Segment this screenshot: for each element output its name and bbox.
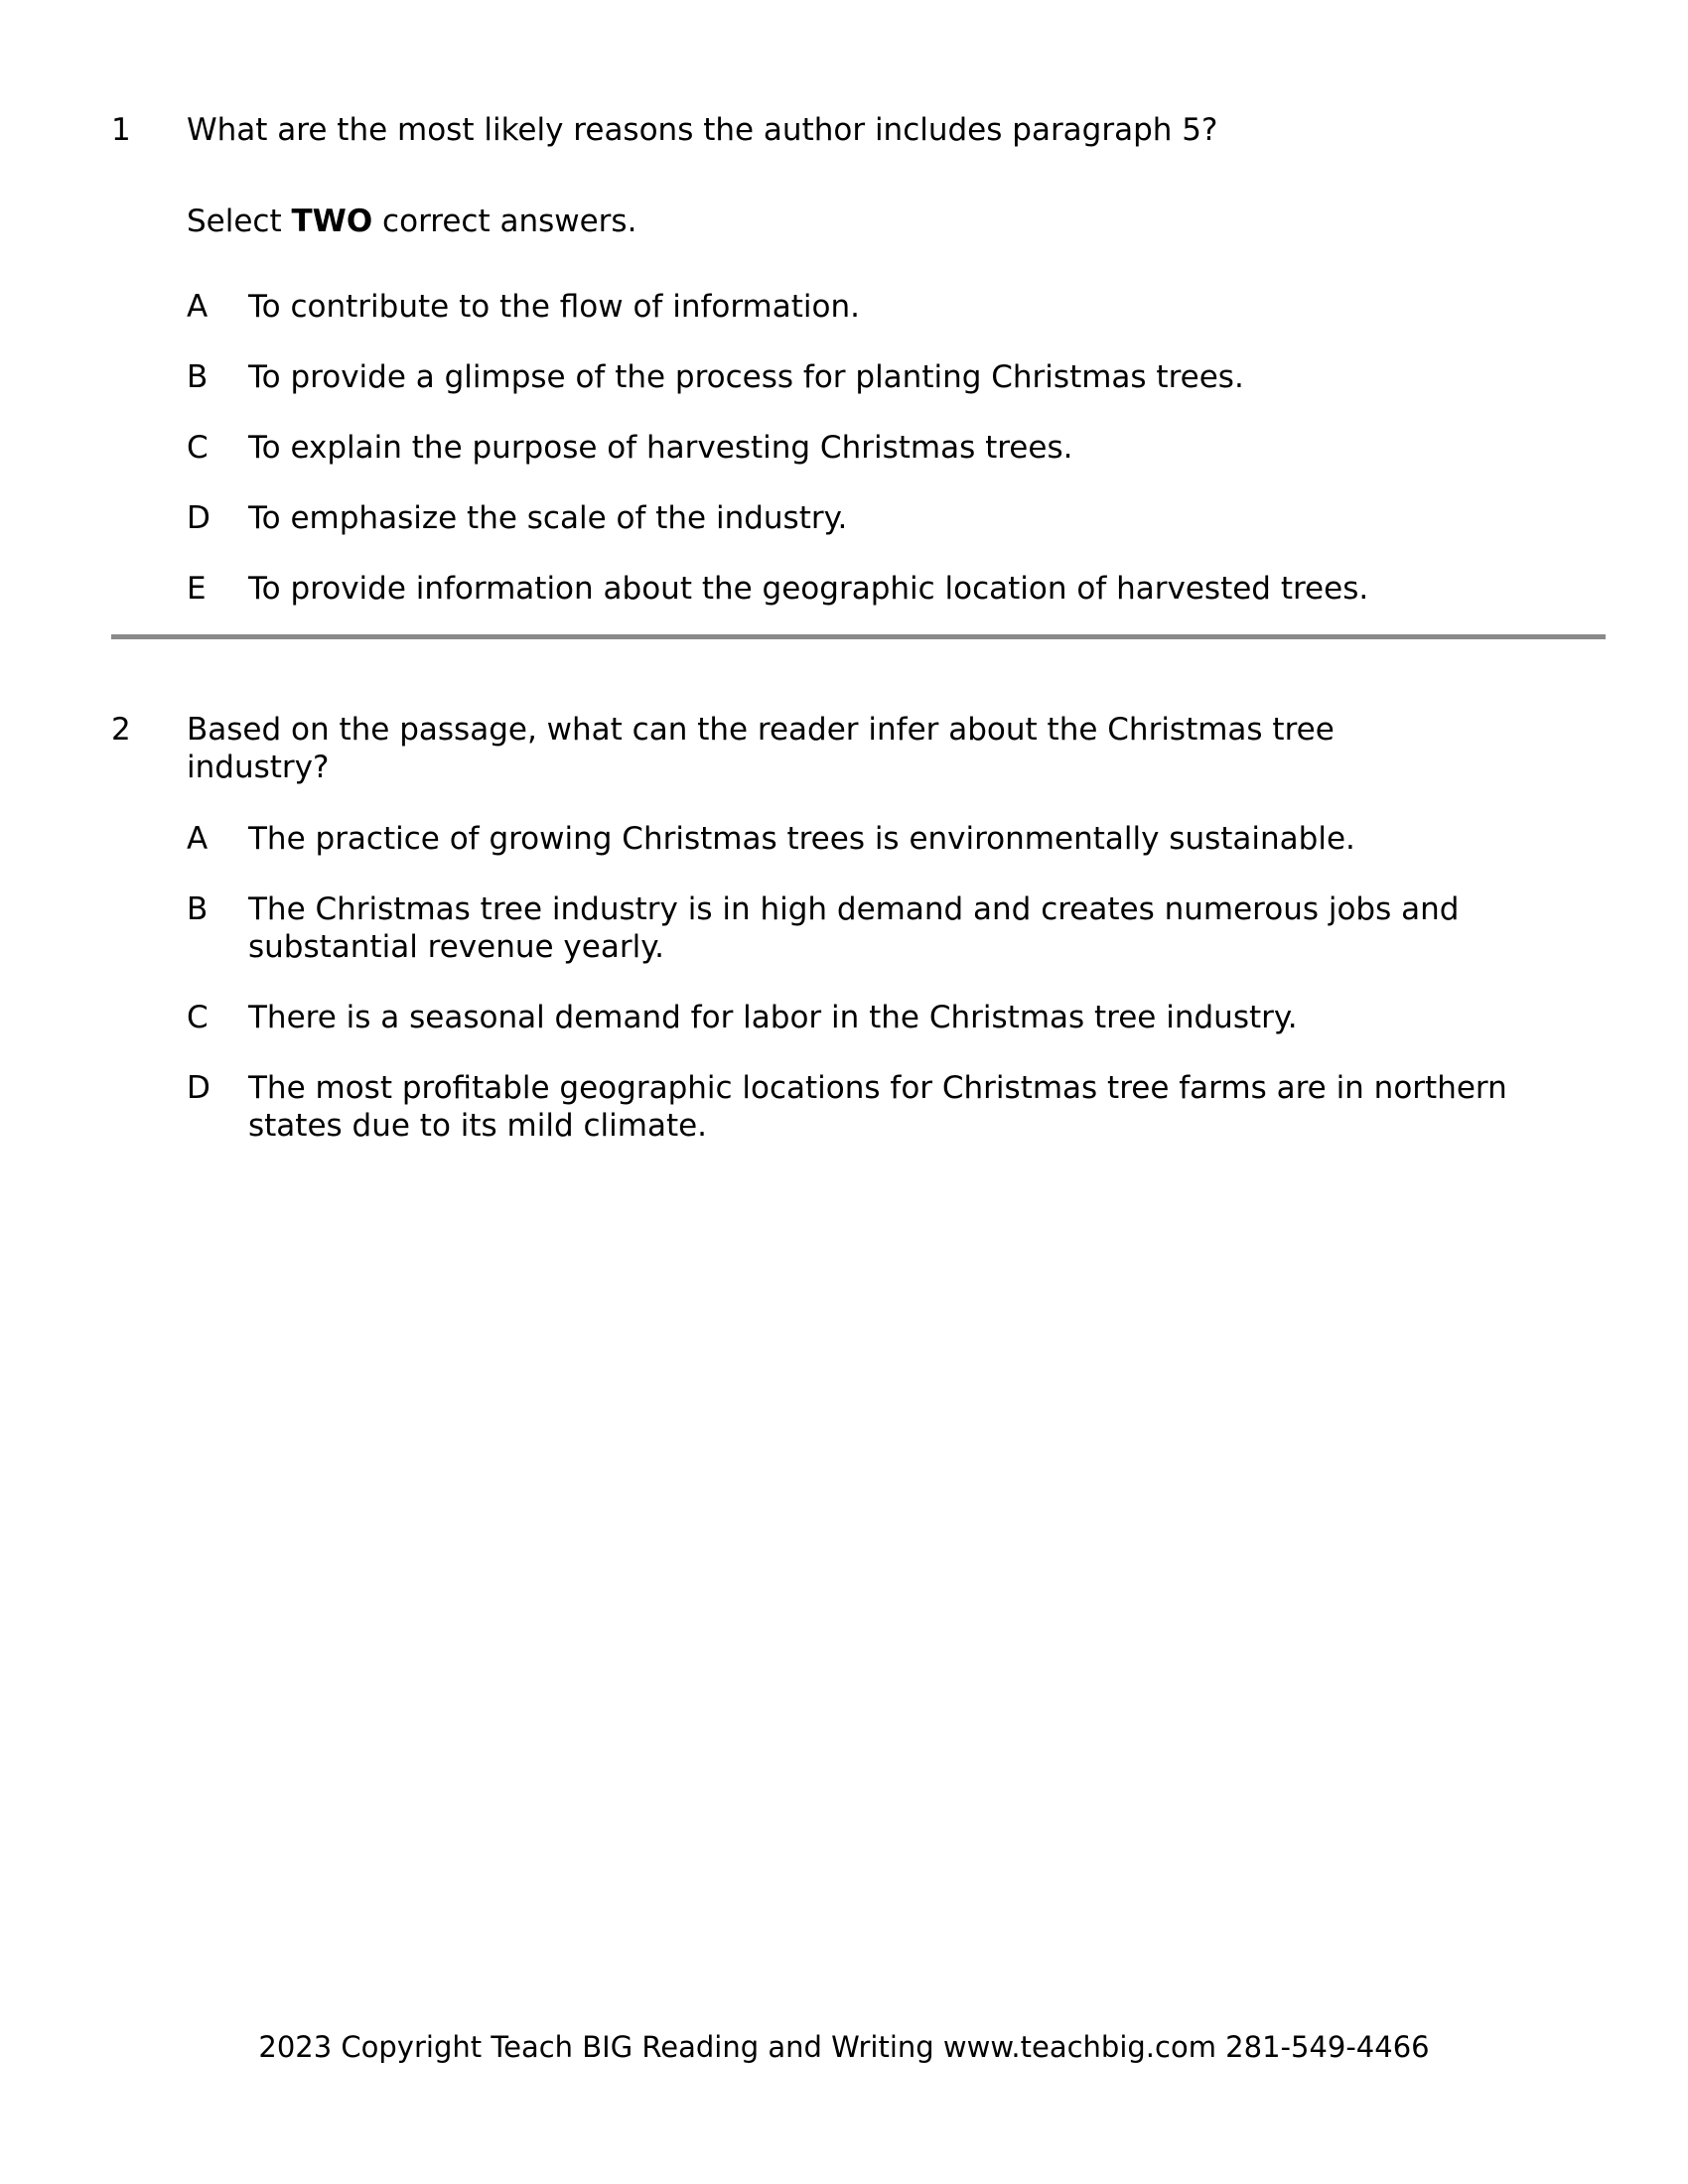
section-divider [111, 634, 1606, 639]
option-text: To provide a glimpse of the process for planting Christmas trees. [248, 359, 1244, 395]
question-1-option-c [187, 429, 1606, 467]
option-text: To emphasize the scale of the industry. [248, 500, 848, 536]
question-1-option-b [187, 358, 1606, 396]
option-text: To explain the purpose of harvesting Christmas trees. [248, 430, 1073, 466]
option-text: There is a seasonal demand for labor in the Christmas tree industry. [248, 1000, 1298, 1035]
question-1 [111, 111, 1606, 608]
option-letter: C [187, 1000, 209, 1035]
option-letter: C [187, 430, 209, 466]
option-letter: A [187, 821, 209, 857]
question-2-option-a [187, 820, 1606, 858]
question-1-prompt: What are the most likely reasons the author includes paragraph 5? [187, 112, 1218, 148]
page-content [111, 111, 1606, 1145]
question-2-option-b [187, 890, 1606, 966]
option-text: The most profitable geographic locations for Christmas tree farms are in northern states due to its mild climate. [248, 1070, 1507, 1144]
option-text: The Christmas tree industry is in high demand and creates numerous jobs and substantial revenue yearly. [248, 891, 1460, 965]
option-letter: E [187, 571, 207, 607]
question-1-number: 1 [111, 112, 131, 148]
option-letter: D [187, 500, 211, 536]
question-2-option-c [187, 999, 1606, 1036]
question-1-option-e [187, 570, 1606, 608]
question-2-number: 2 [111, 712, 131, 748]
question-2 [111, 711, 1606, 1145]
instruction-bold-two: TWO [291, 204, 373, 239]
question-2-prompt: Based on the passage, what can the reader infer about the Christmas tree industry? [187, 712, 1335, 785]
option-letter: A [187, 289, 209, 325]
instruction-suffix: correct answers. [372, 204, 637, 239]
question-1-option-d [187, 499, 1606, 537]
footer-copyright: 2023 Copyright Teach BIG Reading and Writing www.teachbig.com 281-549-4466 [258, 2030, 1430, 2064]
option-letter: D [187, 1070, 211, 1106]
question-2-body [187, 711, 1606, 1145]
instruction-prefix: Select [187, 204, 292, 239]
question-2-option-d [187, 1069, 1606, 1145]
option-text: The practice of growing Christmas trees is environmentally sustainable. [248, 821, 1355, 857]
option-letter: B [187, 359, 209, 395]
option-letter: B [187, 891, 209, 927]
question-1-instruction [187, 203, 1606, 240]
question-1-body [187, 111, 1606, 608]
option-text: To contribute to the flow of information. [248, 289, 860, 325]
option-text: To provide information about the geographic location of harvested trees. [248, 571, 1369, 607]
question-1-option-a [187, 288, 1606, 326]
